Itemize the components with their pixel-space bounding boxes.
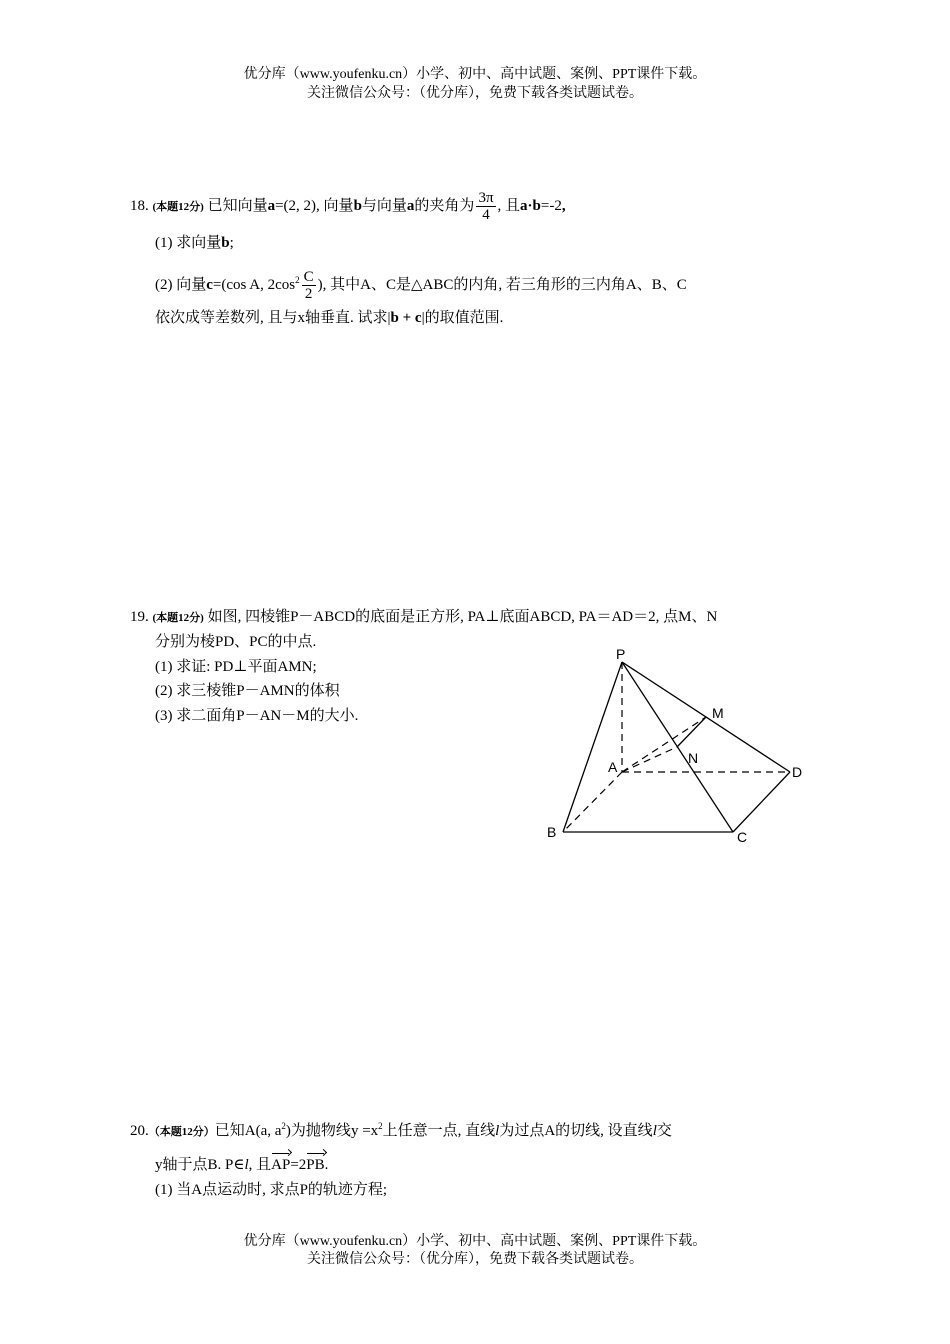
q20-part1: (1) 当A点运动时, 求点P的轨迹方程; xyxy=(155,1182,388,1198)
q20-text-3: 上任意一点, 直线 xyxy=(382,1123,496,1139)
q19-text-1: 如图, 四棱锥P－ABCD的底面是正方形, PA⊥底面ABCD, PA＝AD＝2, 点M、N xyxy=(207,609,718,625)
q20-math-point-A-end: ) xyxy=(285,1123,291,1139)
q20-vector-PB: PB xyxy=(306,1157,325,1173)
q20-score: （本题12分） xyxy=(148,1126,215,1138)
q18-part2-fraction xyxy=(302,269,316,302)
q20-math-sup-1: 2 xyxy=(281,1121,286,1131)
q20-number: 20. xyxy=(130,1123,149,1139)
q20-line2-mid: , 且 xyxy=(248,1157,272,1173)
q20-math-point-A: A(a, a xyxy=(244,1123,282,1139)
q18-part1-text: (1) 求向量 xyxy=(155,235,222,251)
q20-text-4: 为过点A的切线, 设直线 xyxy=(499,1123,653,1139)
edge-AB xyxy=(563,772,622,832)
q18-score: (本题12分) xyxy=(152,200,204,213)
q18-part2-text-2: , 其中A、C是△ABC的内角, 若三角形的三内角A、B、C xyxy=(322,277,687,293)
q18-angle-fraction xyxy=(476,190,495,223)
q20-text-5: 交 xyxy=(656,1123,672,1139)
segment-AN xyxy=(622,747,677,772)
q18-part1 xyxy=(155,233,234,253)
q18-part1-end: ; xyxy=(229,235,234,251)
q18-part2-math-2: ) xyxy=(317,277,323,293)
q18-text-5: , 且 xyxy=(497,197,521,214)
q18-text-1: 已知向量 xyxy=(207,197,268,214)
q19-part2: (2) 求三棱锥P－AMN的体积 xyxy=(155,683,340,699)
q18-text-2: , 向量 xyxy=(316,197,354,214)
q20-text-1: 已知 xyxy=(214,1123,245,1139)
q20-equals-2: =2 xyxy=(290,1157,307,1173)
q20-line-l-2: l xyxy=(652,1123,657,1139)
q18-part2-line2-pre: 依次成等差数列, 且与x轴垂直. 试求| xyxy=(155,310,391,326)
label-M: M xyxy=(712,705,724,721)
q19-number: 19. xyxy=(130,609,149,625)
label-N: N xyxy=(688,750,699,766)
q18-vector-b: b xyxy=(353,197,362,214)
q18-text-3: 与向量 xyxy=(361,197,407,214)
q18-part2-frac-num: C xyxy=(303,269,314,286)
pyramid-figure xyxy=(540,640,820,850)
q18-part1-vector-b: b xyxy=(221,235,230,251)
edge-CD xyxy=(733,772,790,832)
q19-part3: (3) 求二面角P－AN－M的大小. xyxy=(155,708,359,724)
q18-text-4: 的夹角为 xyxy=(414,197,475,214)
q18-part2-text: (2) 向量 xyxy=(155,277,207,293)
q18-part2-vector-c: c xyxy=(206,277,213,293)
label-D: D xyxy=(792,764,803,780)
q18-math-1: =(2, 2) xyxy=(275,197,317,214)
q20-line2-post: . xyxy=(324,1157,329,1173)
q18-part2-line2-post: |的取值范围. xyxy=(421,310,504,326)
page-header-line1: 优分库（www.youfenku.cn）小学、初中、高中试题、案例、PPT课件下载。 xyxy=(243,67,707,82)
q19-part1: (1) 求证: PD⊥平面AMN; xyxy=(155,659,317,675)
label-B: B xyxy=(547,824,557,840)
q18-frac-den: 4 xyxy=(482,207,490,223)
q20-text-2: 为抛物线 xyxy=(290,1123,351,1139)
q20-line-l-1: l xyxy=(495,1123,500,1139)
q18-dot-product: a·b xyxy=(520,197,541,214)
q18-part2-b-plus-c: b + c xyxy=(390,310,422,326)
q20-math-parabola: y =x xyxy=(350,1123,379,1139)
page-header-line2: 关注微信公众号：（优分库），免费下载各类试题试卷。 xyxy=(307,86,643,101)
q18-part2-math-1: =(cos A, 2cos xyxy=(212,277,296,293)
q18-math-2: =-2 xyxy=(540,197,562,214)
q19-stem xyxy=(130,607,717,628)
q20-line2-pre: y轴于点B. P∈ xyxy=(155,1157,245,1173)
page-footer-line1: 优分库（www.youfenku.cn）小学、初中、高中试题、案例、PPT课件下载。 xyxy=(243,1234,707,1249)
label-P: P xyxy=(616,646,626,662)
q19-text-2: 分别为棱PD、PC的中点. xyxy=(155,634,317,650)
q20-line-l-3: l xyxy=(244,1157,249,1173)
page-footer-line2: 关注微信公众号：（优分库），免费下载各类试题试卷。 xyxy=(307,1252,643,1267)
q18-part2-line2 xyxy=(155,308,503,328)
q18-vector-a2: a xyxy=(406,197,415,214)
q20-vector-AP: AP xyxy=(271,1157,291,1173)
label-C: C xyxy=(737,829,748,845)
q18-frac-num: 3π xyxy=(478,190,494,206)
segment-MN xyxy=(677,717,706,747)
q20-line2 xyxy=(155,1155,328,1175)
q19-score: (本题12分) xyxy=(152,612,204,624)
q18-part2-sup: 2 xyxy=(295,275,300,285)
q18-part2-frac-den: 2 xyxy=(304,286,313,303)
label-A: A xyxy=(608,759,618,775)
q18-part2 xyxy=(155,262,687,303)
q18-number: 18. xyxy=(130,197,149,214)
q20-stem xyxy=(130,1116,672,1142)
q20-math-sup-2: 2 xyxy=(378,1121,383,1131)
q18-vector-a: a xyxy=(267,197,276,214)
edge-PB xyxy=(563,662,622,832)
q18-stem xyxy=(130,190,566,223)
q18-text-6: , xyxy=(561,197,566,214)
